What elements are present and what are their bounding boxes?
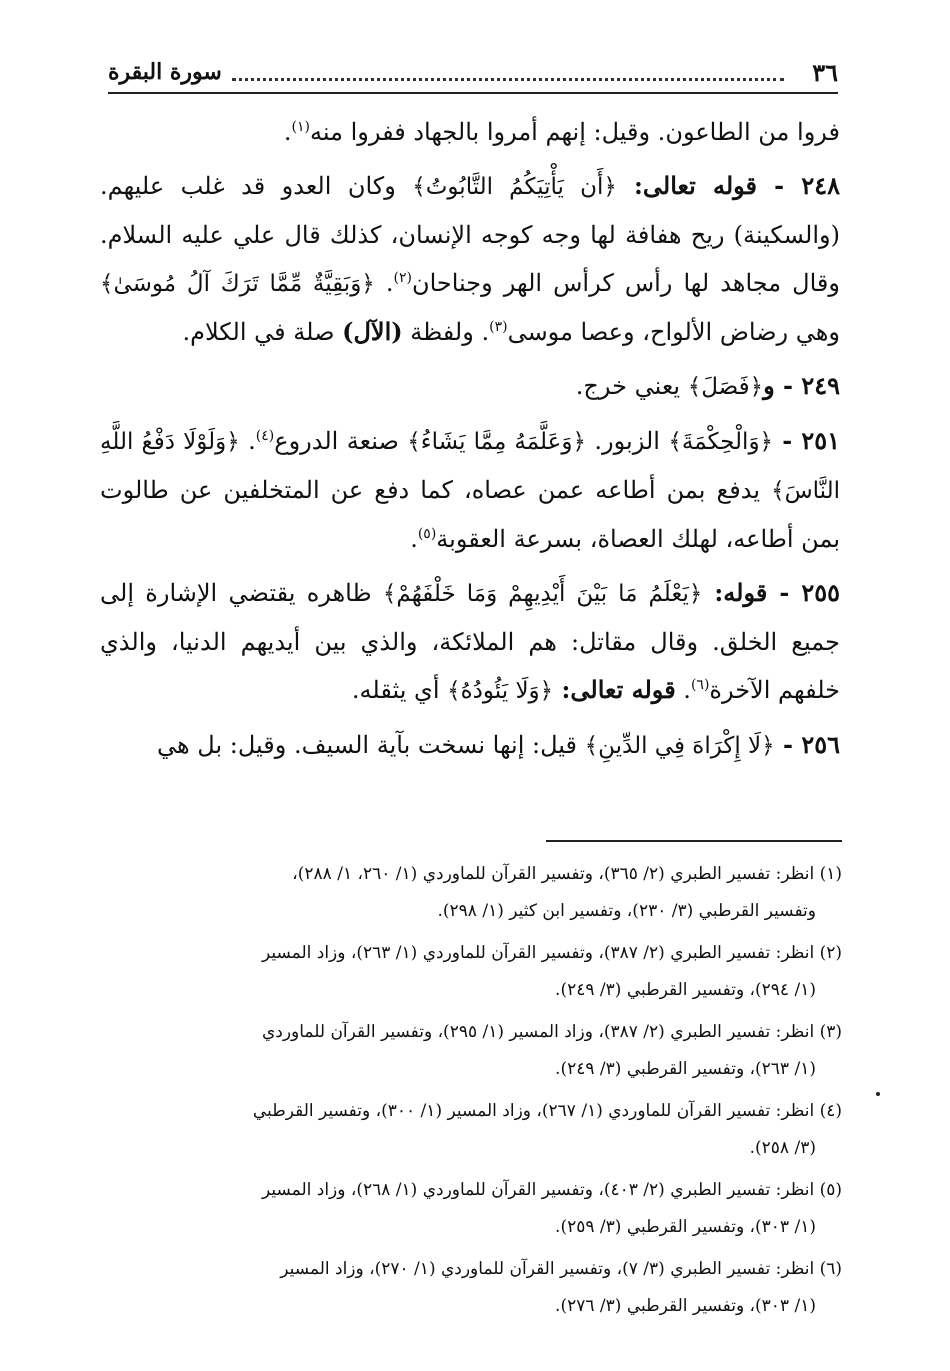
text-run: وهي رضاض الألواح، وعصا موسى [507,318,840,346]
bold-run: ٢٤٩ - و [763,371,840,400]
footnote-ref: (٤) [255,428,275,444]
footnotes [98,856,842,1330]
text-run: قيل: إنها نسخت بآية السيف. وقيل: بل هي [157,731,585,759]
text-run: فروا من الطاعون. وقيل: إنهم أمروا بالجهاد ففروا منه [310,118,840,146]
header-dotted-leader [232,64,784,81]
footnote-line: (٤) انظر: تفسير القرآن للماوردي (١/ ٢٦٧)، وزاد المسير (١/ ٣٠٠)، وتفسير القرطبي [252,1101,842,1121]
page-number: ٣٦ [812,57,838,87]
quran-quote: ﴿وَعَلَّمَهُ مِمَّا يَشَاءُ﴾ [407,429,586,455]
text-run: . ولفظة [402,318,490,346]
footnote-line: (١/ ٣٠٣)، وتفسير القرطبي (٣/ ٢٧٦). [555,1296,816,1316]
paragraph [100,362,840,411]
text-run: وكان العدو قد غلب عليهم. (والسكينة) ريح هفافة لها وجه كوجه الإنسان، كذلك قال علي عليه السلام. وقال مجاهد لها رأس كرأس الهر وجناحان [100,172,840,297]
paragraph [100,569,840,715]
footnote [98,1093,842,1167]
footnote-separator [546,840,842,842]
footnote [98,935,842,1009]
footnote [98,1172,842,1246]
text-run: . [283,118,292,146]
footnote-ref: (٣) [489,319,508,335]
running-header [108,52,838,94]
main-text [100,108,840,776]
quran-quote: ﴿وَلَا يَئُودُهُ﴾ [447,678,554,704]
quran-quote: ﴿يَعْلَمُ مَا بَيْنَ أَيْدِيهِمْ وَمَا خَلْفَهُمْ﴾ [382,581,703,607]
footnote-line: (٦) انظر: تفسير الطبري (٣/ ٧)، وتفسير القرآن للماوردي (١/ ٢٧٠)، وزاد المسير [280,1259,842,1279]
bold-run: ٢٤٨ - قوله تعالى: [616,171,840,200]
text-run: صلة في الكلام. [182,318,343,346]
bold-run: ٢٥٥ - قوله: [702,578,841,607]
footnote-ref: (٥) [417,526,437,542]
footnote [98,856,842,930]
footnote-line: (١/ ٢٩٤)، وتفسير القرطبي (٣/ ٢٤٩). [555,980,816,1000]
footnote-ref: (٦) [690,677,710,693]
text-run: الزبور. [585,427,669,455]
footnote-line: (٣) انظر: تفسير الطبري (٢/ ٣٨٧)، وزاد المسير (١/ ٢٩٥)، وتفسير القرآن للماوردي [261,1022,842,1042]
footnote-ref: (١) [291,119,310,135]
quran-quote: ﴿وَبَقِيَّةٌ مِّمَّا تَرَكَ آلُ مُوسَىٰ﴾ [100,271,375,297]
footnote-line: (١/ ٢٦٣)، وتفسير القرطبي (٣/ ٢٤٩). [555,1059,816,1079]
paragraph [100,417,840,563]
footnote-line: (١) انظر: تفسير الطبري (٢/ ٣٦٥)، وتفسير القرآن للماوردي (١/ ٢٦٠، ١/ ٢٨٨)، [292,864,842,884]
footnote-line: (١/ ٣٠٣)، وتفسير القرطبي (٣/ ٢٥٩). [555,1217,816,1237]
text-run: صنعة الدروع [274,427,408,455]
footnote-line: (٥) انظر: تفسير الطبري (٢/ ٤٠٣)، وتفسير القرآن للماوردي (١/ ٢٦٨)، وزاد المسير [261,1180,842,1200]
footnote-line: وتفسير القرطبي (٣/ ٢٣٠)، وتفسير ابن كثير (١/ ٢٩٨). [437,901,816,921]
paragraph [100,162,840,356]
surah-title: سورة البقرة [108,59,222,85]
bold-run: (الآل) [342,317,403,346]
footnote-line: (٢) انظر: تفسير الطبري (٢/ ٣٨٧)، وتفسير القرآن للماوردي (١/ ٢٦٣)، وزاد المسير [261,943,842,963]
bold-run: ٢٥١ - [773,426,841,455]
text-run: أي يثقله. [351,676,448,704]
footnote [98,1014,842,1088]
bold-run: ٢٥٦ - [774,730,840,759]
text-run: . [374,269,394,297]
footnote [98,1251,842,1325]
scan-speck [876,1092,880,1096]
quran-quote: ﴿فَصَلَ﴾ [687,374,764,400]
quran-quote: ﴿لَا إِكْرَاهَ فِي الدِّينِ﴾ [584,733,775,759]
footnote-line: (٣/ ٢٥٨). [749,1138,816,1158]
bold-run: قوله تعالى: [553,675,676,704]
quran-quote: ﴿وَالْحِكْمَةَ﴾ [668,429,774,455]
text-run: يعني خرج. [575,372,688,400]
quran-quote: ﴿وَلَوْلَا دَفْعُ اللَّهِ النَّاسَ﴾ [100,429,840,504]
quran-quote: ﴿أَن يَأْتِيَكُمُ التَّابُوتُ﴾ [412,174,617,200]
footnote-ref: (٢) [393,270,412,286]
text-run: . [410,525,418,553]
paragraph [100,108,840,156]
text-run: . [675,676,691,704]
text-run: ظاهره يقتضي الإشارة إلى جميع الخلق. وقال مقاتل: هم الملائكة، والذي بين أيديهم الدنيا، والذي خلفهم الآخرة [100,579,840,704]
text-run: يدفع بمن أطاعه عمن عصاه، كما دفع عن المتخلفين عن طالوت بمن أطاعه، لهلك العصاة، بسرعة العقوبة [100,476,840,553]
paragraph [100,721,840,770]
text-run: . [239,427,256,455]
